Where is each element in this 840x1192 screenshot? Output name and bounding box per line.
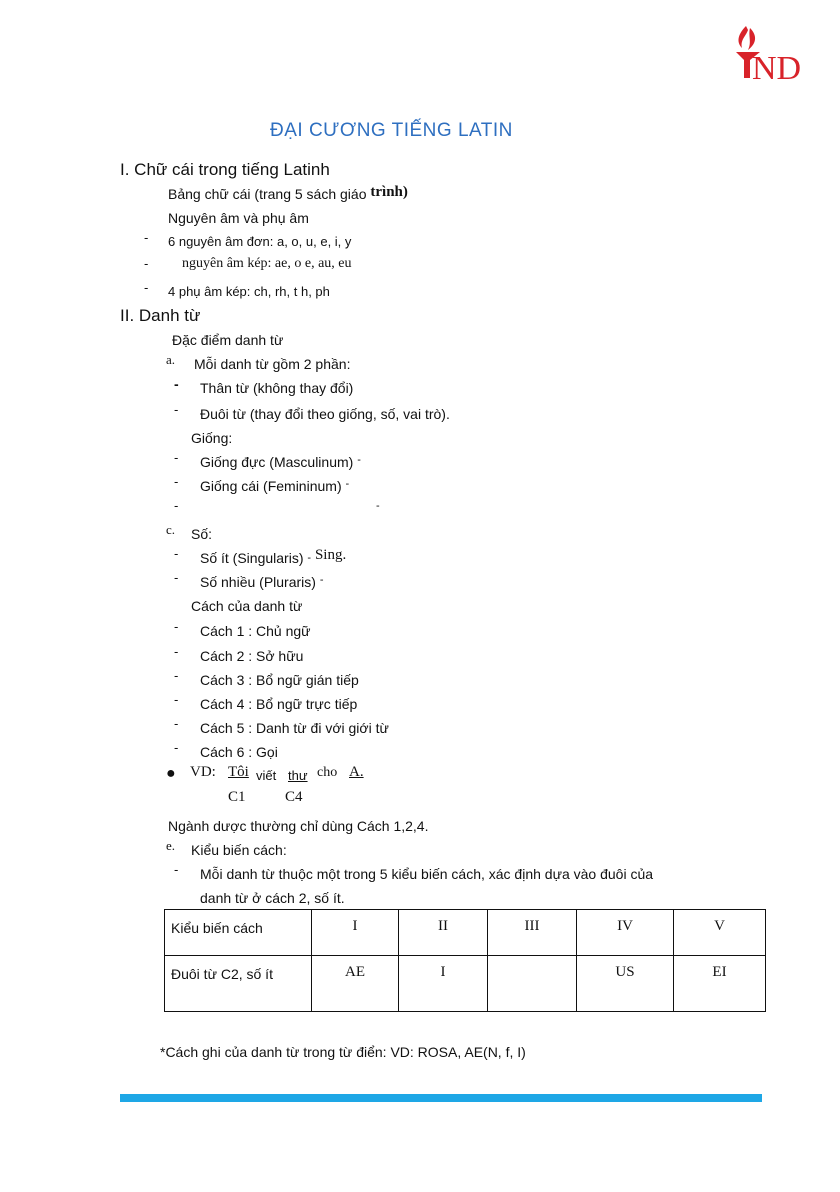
declension-table [164,909,766,1012]
table-row-label: Đuôi từ C2, số ít [165,956,312,1012]
example-case-c1: C1 [228,789,246,805]
list-item: Cách 3 : Bổ ngữ gián tiếp [200,672,359,688]
bullet-dash: - [174,692,179,707]
usage-note: Ngành dược thường chỉ dùng Cách 1,2,4. [168,818,429,834]
list-item: Cách 4 : Bổ ngữ trực tiếp [200,696,358,712]
section-2-heading: II. Danh từ [120,306,201,325]
noun-features-heading: Đặc điểm danh từ [172,332,284,348]
table-cell: I [312,910,399,956]
table-cell [488,956,577,1012]
gender-item: Giống đực (Masculinum) [200,454,354,470]
torch-icon [728,22,814,84]
bullet-dash: - [376,500,380,512]
list-item: Cách 6 : Gọi [200,744,278,760]
table-cell: III [488,910,577,956]
example-word-viet: viết [256,768,277,783]
alphabet-line-main: Bảng chữ cái (trang 5 sách giáo [168,186,367,202]
declension-desc-line1: Mỗi danh từ thuộc một trong 5 kiểu biến cách, xác định dựa vào đuôi của [200,866,654,882]
example-word-thu: thư [288,768,308,783]
example-word-cho: cho [317,765,338,780]
vowel-consonant-line: Nguyên âm và phụ âm [168,210,309,226]
list-item: 4 phụ âm kép: ch, rh, t h, ph [168,284,330,299]
bullet-dash: - [174,668,179,683]
bullet-dash: - [174,570,179,585]
bullet-dash: - [174,740,179,755]
list-item [200,454,361,470]
table-cell: IV [577,910,674,956]
publisher-logo [728,22,814,84]
page-title: ĐẠI CƯƠNG TIẾNG LATIN [270,120,513,141]
list-item: nguyên âm kép: ae, o e, au, eu [182,256,352,271]
bullet-dash: - [174,716,179,731]
bullet-dash: - [174,619,179,634]
case-heading: Cách của danh từ [191,598,303,614]
number-item: Số ít (Singularis) [200,550,304,566]
bullet-dash: - [345,478,350,490]
alphabet-line [168,186,408,204]
bullet-dash: - [307,552,312,564]
marker-e: e. [166,838,176,853]
number-heading: Số: [191,526,213,542]
bullet-dot-icon: ● [166,765,176,782]
table-row [165,910,766,956]
list-item: Đuôi từ (thay đổi theo giống, số, vai trò). [200,406,450,422]
bullet-dash: - [174,862,179,877]
list-item: Cách 5 : Danh từ đi với giới từ [200,720,389,736]
bullet-dash: - [174,498,179,513]
table-cell: V [674,910,766,956]
marker-a: a. [166,352,176,367]
alphabet-line-tail: trình) [370,184,408,200]
bullet-dash: - [357,454,361,466]
table-cell: AE [312,956,399,1012]
bullet-dash: - [174,450,179,465]
bullet-dash: - [174,546,179,561]
declension-desc-line2: danh từ ở cách 2, số ít. [200,890,345,906]
parts-heading: Mỗi danh từ gồm 2 phần: [194,356,351,372]
table-row-label: Kiểu biến cách [165,910,312,956]
example-prefix: VD: [190,764,216,780]
sing-abbr: Sing. [314,547,347,563]
example-word-a: A. [349,764,364,780]
table-cell: I [399,956,488,1012]
table-cell: US [577,956,674,1012]
list-item [200,547,347,568]
gender-heading: Giống: [191,430,233,446]
declension-heading: Kiểu biến cách: [191,842,287,858]
table-cell: EI [674,956,766,1012]
list-item: Cách 2 : Sở hữu [200,648,304,664]
example-word-toi: Tôi [228,764,249,780]
bullet-dash: - [144,256,149,271]
marker-c: c. [166,522,176,537]
section-1-heading: I. Chữ cái trong tiếng Latinh [120,160,330,179]
list-item [200,574,324,590]
dictionary-footnote: *Cách ghi của danh từ trong từ điển: VD: ROSA, AE(N, f, I) [160,1044,526,1060]
list-item: 6 nguyên âm đơn: a, o, u, e, i, y [168,234,352,249]
bullet-dash: - [174,644,179,659]
logo-text: ND [752,50,802,84]
bullet-dash: - [319,574,324,586]
bullet-dash: - [174,402,179,417]
table-cell: II [399,910,488,956]
list-item [200,478,349,494]
bullet-dash: - [174,376,179,392]
table-row [165,956,766,1012]
list-item: Cách 1 : Chủ ngữ [200,623,311,639]
bullet-dash: - [144,230,149,245]
example-case-c4: C4 [285,789,303,805]
gender-item: Giống cái (Femininum) [200,478,342,494]
footer-divider [120,1094,762,1102]
bullet-dash: - [174,474,179,489]
bullet-dash: - [144,280,149,295]
number-item: Số nhiều (Pluraris) [200,574,316,590]
list-item: Thân từ (không thay đổi) [200,380,354,396]
